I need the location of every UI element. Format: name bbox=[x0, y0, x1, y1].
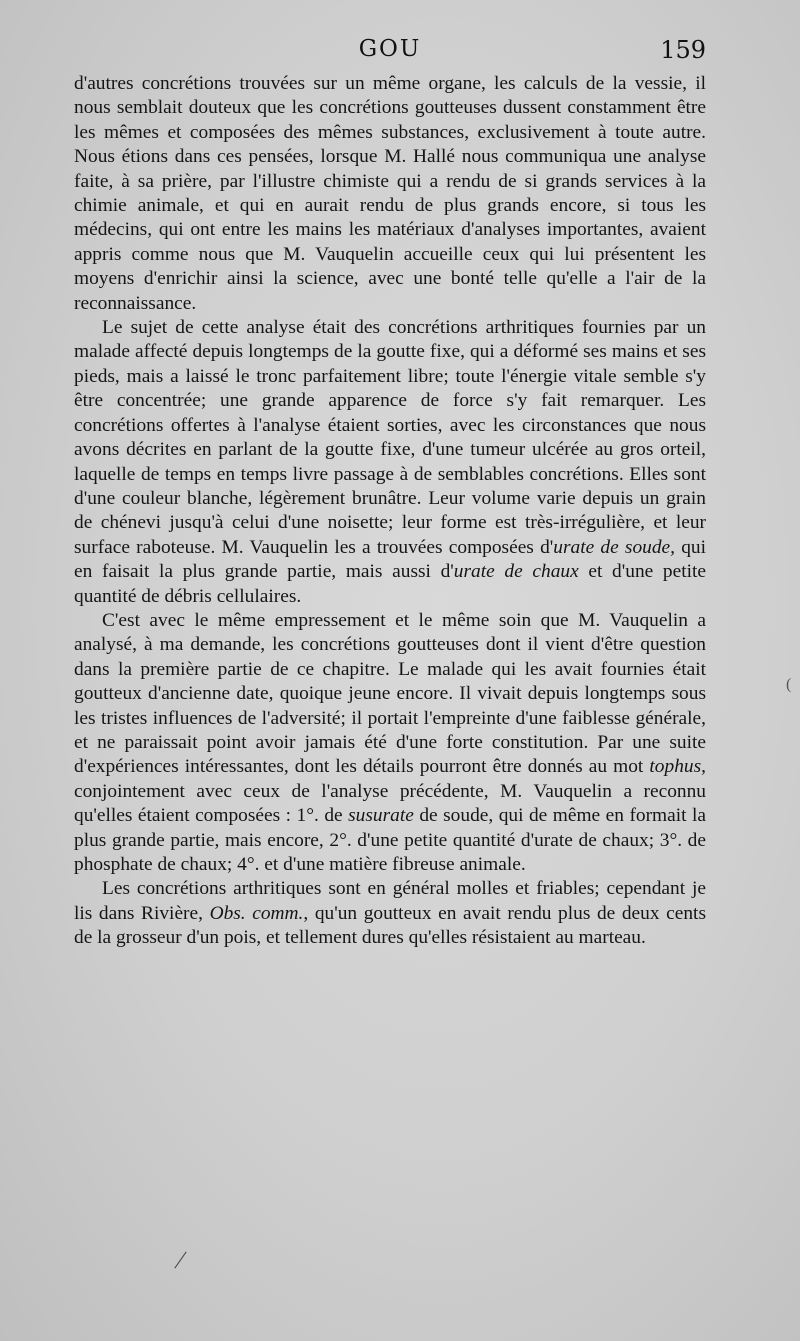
body-text bbox=[74, 72, 706, 951]
paragraph bbox=[74, 72, 706, 316]
text-run: C'est avec le même empressement et le même soin que M. Vauquelin a analysé, à ma demande, les concrétions goutteuses dont il vient d'être question dans la première partie de ce chapitre. Le malade qui les avait fournies était goutteux d'ancienne date, quoique jeune encore. Il vivait depuis longtemps sous les tristes influences de l'adversité; il portait l'empreinte d'une faiblesse générale, et ne paraissait point avoir jamais été d'une forte constitution. Par une suite d'expériences intéressantes, dont les détails pourront être donnés au mot bbox=[74, 609, 706, 778]
text-run: qui en faisait la plus grande partie, mais aussi d' bbox=[74, 536, 707, 583]
stray-ink-mark bbox=[174, 1252, 186, 1269]
text-run: , conjointement avec ceux de l'analyse précédente, M. Vauquelin a reconnu qu'elles étaient composées : 1°. de bbox=[74, 756, 706, 827]
margin-mark: ( bbox=[786, 676, 792, 693]
italic-text: tophus bbox=[649, 756, 702, 778]
text-run: , qu'un goutteux en avait rendu plus de deux cents de la grosseur d'un pois, et tellement dures qu'elles résistaient au marteau. bbox=[74, 902, 706, 949]
paragraph bbox=[74, 877, 706, 950]
text-run: d'autres concrétions trouvées sur un même organe, les calculs de la vessie, il nous semblait douteux que les concrétions goutteuses dussent constamment être les mêmes et composées des mêmes substances, exclusivement à toute autre. Nous étions dans ces pensées, lorsque M. Hallé nous communiqua une analyse faite, à sa prière, par l'illustre chimiste qui a rendu de si grands services à la chimie animale, et qui en aurait rendu de plus grands encore, si tous les médecins, qui ont entre les mains les matériaux d'analyses importantes, avaient appris comme nous que M. Vauquelin accueille ceux qui lui présentent les moyens d'enrichir ainsi la science, avec une bonté telle qu'elle a l'air de la reconnaissance. bbox=[74, 73, 706, 314]
running-head: GOU bbox=[358, 36, 422, 62]
italic-text: Obs. comm. bbox=[209, 902, 304, 924]
text-run: et d'une petite quantité de débris cellulaires. bbox=[74, 561, 706, 607]
paragraph bbox=[74, 609, 706, 877]
page-number: 159 bbox=[660, 36, 706, 64]
text-run: de soude, qui de même en formait la plus grande partie, mais encore, 2°. d'une petite quantité d'urate de chaux; 3°. de phosphate de chaux; 4°. et d'une matière fibreuse animale. bbox=[74, 805, 707, 875]
italic-text: susurate bbox=[348, 805, 414, 827]
italic-text: urate de soude, bbox=[553, 536, 676, 558]
text-run: Les concrétions arthritiques sont en général molles et friables; cependant je lis dans Rivière, bbox=[74, 878, 706, 924]
italic-text: urate de chaux bbox=[453, 561, 579, 583]
page-header bbox=[74, 36, 706, 68]
paragraph bbox=[74, 316, 706, 609]
text-run: Le sujet de cette analyse était des concrétions arthritiques fournies par un malade affecté depuis longtemps de la goutte fixe, qui a déformé ses mains et ses pieds, mais a laissé le tronc parfaitement libre; toute l'énergie vitale semble s'y être concentrée; une grande apparence de force s'y fait remarquer. Les concrétions offertes à l'analyse étaient sorties, avec les circonstances que nous avons décrites en parlant de la goutte fixe, d'une tumeur ulcérée au gros orteil, laquelle de temps en temps livre passage à de semblables concrétions. Elles sont d'une couleur blanche, légèrement brunâtre. Leur volume varie depuis un grain de chénevi jusqu'à celui d'une noisette; leur forme est très-irrégulière, et leur surface raboteuse. M. Vauquelin les a trouvées composées d' bbox=[74, 317, 706, 558]
